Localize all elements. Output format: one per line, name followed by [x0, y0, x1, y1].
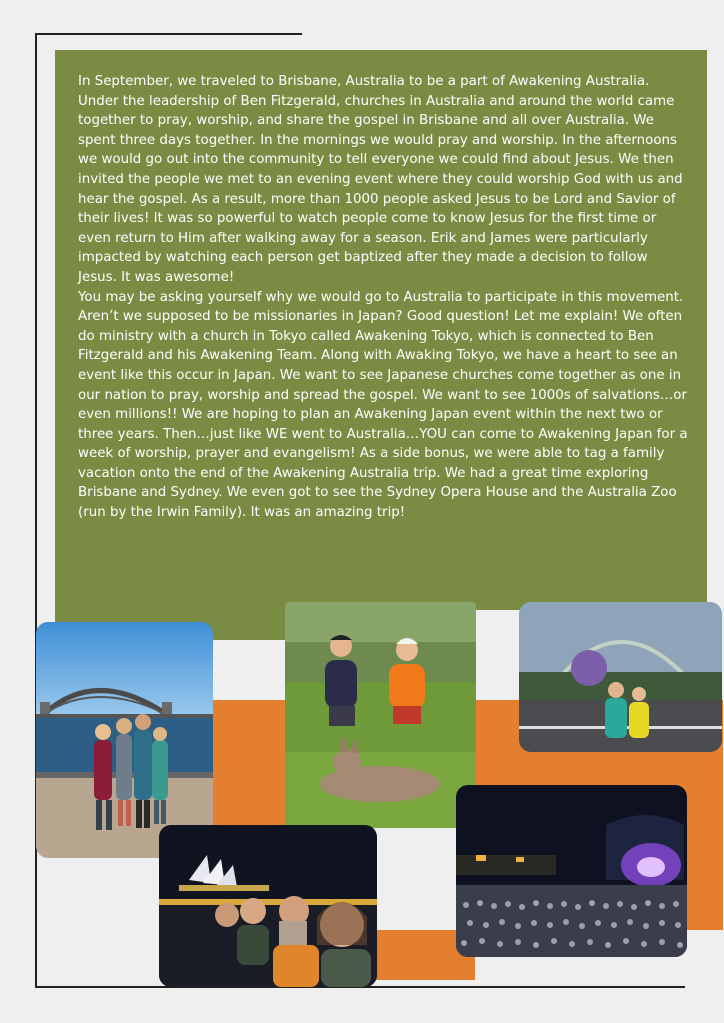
article-text — [78, 72, 690, 523]
photo-opera-house — [159, 825, 377, 987]
paragraph-2: You may be asking yourself why we would go to Australia to participate in this movement. Aren’t we supposed to be missionaries in Japan? Good question! Let me explain! We often do ministry with a church in Tokyo called Awakening Tokyo, which is connected to Ben Fitzgerald and his Awakening Team. Along with Awaking Tokyo, we have a heart to see an event like this occur in Japan. We want to see Japanese churches come together as one in our nation to pray, worship and spread the gospel. We want to see 1000s of salvations…or even millions!! We are hoping to plan an Awakening Japan event within the next two or three years. Then…just like WE went to Australia…YOU can come to Awakening Japan for a week of worship, prayer and evangelism! As a side bonus, we were able to tag a family vacation onto the end of the Awakening Australia trip. We had a great time exploring Brisbane and Sydney. We even got to see the Sydney Opera House and the Australia Zoo (run by the Irwin Family). It was an amazing trip! — [78, 289, 688, 521]
frame-line-top — [35, 33, 302, 35]
photo-rainbow-street — [519, 602, 722, 752]
photo-kangaroo — [285, 602, 476, 828]
photo-harbour-bridge — [36, 622, 213, 858]
photo-worship-event — [456, 785, 687, 957]
paragraph-1: In September, we traveled to Brisbane, Australia to be a part of Awakening Australia. Under the leadership of Ben Fitzgerald, churches in Australia and around the world came together to pray, worship, and share the gospel in Brisbane and all over Australia. We spent three days together. In the mornings we would pray and worship. In the afternoons we would go out into the community to tell everyone we could find about Jesus. We then invited the people we met to an evening event where they could worship God with us and hear the gospel. As a result, more than 1000 people asked Jesus to be Lord and Savior of their lives! It was so powerful to watch people come to know Jesus for the first time or even return to Him after walking away for a season. Erik and James were particularly impacted by watching each person get baptized after they made a decision to follow Jesus. It was awesome! — [78, 74, 683, 285]
